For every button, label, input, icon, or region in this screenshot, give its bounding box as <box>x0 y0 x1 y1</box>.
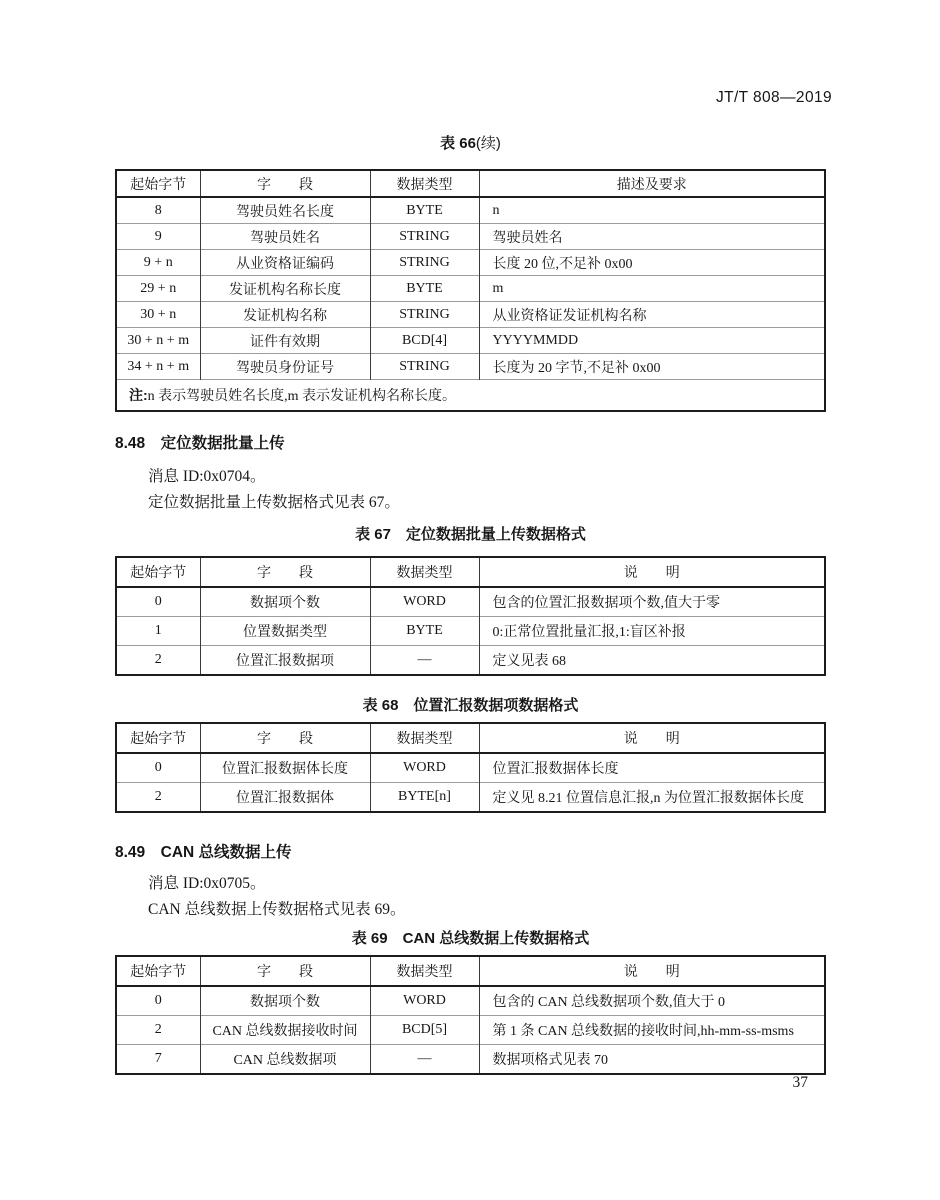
table-cell: 定义见表 68 <box>479 646 825 676</box>
section-848-reference: 定位数据批量上传数据格式见表 67。 <box>148 494 400 511</box>
table-row <box>116 276 825 302</box>
table-cell: 位置汇报数据项 <box>200 646 370 676</box>
table-cell: 0 <box>154 993 162 1008</box>
table-cell: BYTE <box>370 197 479 224</box>
table-cell: 驾驶员姓名 <box>479 224 825 250</box>
section-849-heading: 8.49 CAN 总线数据上传 <box>115 844 292 861</box>
table-cell: 从业资格证发证机构名称 <box>479 302 825 328</box>
col-header-field: 字 段 <box>200 723 370 753</box>
table-cell: n <box>479 197 825 224</box>
table-cell: 长度为 20 字节,不足补 0x00 <box>479 354 825 380</box>
section-849-reference: CAN 总线数据上传数据格式见表 69。 <box>148 901 406 918</box>
table67-header <box>116 557 825 587</box>
table-cell: BCD[5] <box>370 1016 479 1045</box>
col-header-start-byte: 起始字节 <box>116 557 200 587</box>
col-header-start-byte: 起始字节 <box>116 170 200 197</box>
section-848-heading: 8.48 定位数据批量上传 <box>115 435 285 452</box>
col-header-field: 字 段 <box>200 557 370 587</box>
table-cell: YYYYMMDD <box>479 328 825 354</box>
col-header-start-byte: 起始字节 <box>116 956 200 986</box>
table69-title: 表 69 CAN 总线数据上传数据格式 <box>351 930 590 947</box>
table-68 <box>115 722 826 813</box>
table-cell: STRING <box>370 224 479 250</box>
table-cell: 位置汇报数据体长度 <box>200 753 370 783</box>
table-cell: CAN 总线数据项 <box>200 1045 370 1075</box>
table-cell: BCD[4] <box>370 328 479 354</box>
col-header-note: 说 明 <box>479 956 825 986</box>
table67-title: 表 67 定位数据批量上传数据格式 <box>355 526 586 543</box>
table-cell: CAN 总线数据接收时间 <box>200 1016 370 1045</box>
table-cell: STRING <box>370 250 479 276</box>
table-row <box>116 587 825 617</box>
table-cell: 定义见 8.21 位置信息汇报,n 为位置汇报数据体长度 <box>479 783 825 813</box>
col-header-data-type: 数据类型 <box>370 170 479 197</box>
table-header-row <box>116 557 825 587</box>
table-cell: WORD <box>370 587 479 617</box>
table-67 <box>115 556 826 676</box>
table-row <box>116 197 825 224</box>
table-cell: m <box>479 276 825 302</box>
table-row <box>116 250 825 276</box>
table-row <box>116 617 825 646</box>
table-cell: 2 <box>116 646 200 676</box>
standard-code: JT/T 808—2019 <box>715 89 832 106</box>
table-cell: 9 + n <box>116 250 200 276</box>
table-cell: 发证机构名称长度 <box>200 276 370 302</box>
table66-footer <box>116 380 825 412</box>
table-cell: 包含的 CAN 总线数据项个数,值大于 0 <box>479 986 825 1016</box>
table66-title-number: 表 66 <box>440 135 476 152</box>
table-cell: 位置数据类型 <box>200 617 370 646</box>
col-header-field: 字 段 <box>200 956 370 986</box>
table-cell: 从业资格证编码 <box>200 250 370 276</box>
table66-title-continued: (续) <box>475 135 501 152</box>
table-cell: 30 + n + m <box>116 328 200 354</box>
table-cell: 7 <box>116 1045 200 1075</box>
table-cell: 0:正常位置批量汇报,1:盲区补报 <box>479 617 825 646</box>
table-cell: 包含的位置汇报数据项个数,值大于零 <box>479 587 825 617</box>
table-69 <box>115 955 826 1075</box>
table-cell: 位置汇报数据体长度 <box>479 753 825 783</box>
table-cell: BYTE <box>370 276 479 302</box>
table-row <box>116 1045 825 1075</box>
table-cell: 驾驶员身份证号 <box>200 354 370 380</box>
table66-note-cell <box>116 380 825 412</box>
table66-body <box>116 197 825 380</box>
col-header-note: 说 明 <box>479 723 825 753</box>
table66-header <box>116 170 825 197</box>
col-header-note: 说 明 <box>479 557 825 587</box>
col-header-data-type: 数据类型 <box>370 956 479 986</box>
table-cell: — <box>370 646 479 676</box>
table-header-row <box>116 170 825 197</box>
table-cell: 发证机构名称 <box>200 302 370 328</box>
table-cell: 9 <box>116 224 200 250</box>
table68-body <box>116 753 825 812</box>
table-cell: 1 <box>116 617 200 646</box>
table66-note-row <box>116 380 825 412</box>
table-cell: 34 + n + m <box>116 354 200 380</box>
table-cell: 2 <box>116 1016 200 1045</box>
table-header-row <box>116 956 825 986</box>
table68-header <box>116 723 825 753</box>
table-cell: 长度 20 位,不足补 0x00 <box>479 250 825 276</box>
note-text: n 表示驾驶员姓名长度,m 表示发证机构名称长度。 <box>147 389 457 404</box>
table-row <box>116 354 825 380</box>
table-row <box>116 328 825 354</box>
table-row <box>116 1016 825 1045</box>
table-cell: 驾驶员姓名长度 <box>200 197 370 224</box>
table-cell: 数据项个数 <box>200 587 370 617</box>
table-66 <box>115 169 826 412</box>
table-cell: BYTE[n] <box>370 783 479 813</box>
table-cell: 位置汇报数据体 <box>200 783 370 813</box>
table-row <box>116 224 825 250</box>
col-header-field: 字 段 <box>200 170 370 197</box>
table-cell: — <box>370 1045 479 1075</box>
table-cell: 30 + n <box>116 302 200 328</box>
table-header-row <box>116 723 825 753</box>
table-cell: 0 <box>154 760 162 775</box>
table67-body <box>116 587 825 675</box>
table-cell: WORD <box>370 753 479 783</box>
table-cell: 29 + n <box>116 276 200 302</box>
table-cell: BYTE <box>370 617 479 646</box>
table69-body <box>116 986 825 1074</box>
table-cell: STRING <box>370 354 479 380</box>
table68-title: 表 68 位置汇报数据项数据格式 <box>362 697 579 714</box>
col-header-description: 描述及要求 <box>479 170 825 197</box>
table-row <box>116 302 825 328</box>
section-848-message-id: 消息 ID:0x0704。 <box>148 468 266 485</box>
table-row <box>116 646 825 676</box>
col-header-start-byte: 起始字节 <box>116 723 200 753</box>
note-label: 注: <box>129 387 148 403</box>
page-number: 37 <box>792 1074 808 1091</box>
section-849-message-id: 消息 ID:0x0705。 <box>148 875 266 892</box>
table-cell: 证件有效期 <box>200 328 370 354</box>
table-cell: 驾驶员姓名 <box>200 224 370 250</box>
table-cell: WORD <box>370 986 479 1016</box>
table-cell: 0 <box>154 594 162 609</box>
col-header-data-type: 数据类型 <box>370 557 479 587</box>
col-header-data-type: 数据类型 <box>370 723 479 753</box>
table-cell: 8 <box>154 202 162 218</box>
table-cell: 数据项格式见表 70 <box>479 1045 825 1075</box>
table-cell: 数据项个数 <box>200 986 370 1016</box>
table69-header <box>116 956 825 986</box>
table66-title <box>115 132 826 153</box>
table-cell: STRING <box>370 302 479 328</box>
table-row <box>116 753 825 783</box>
table-cell: 第 1 条 CAN 总线数据的接收时间,hh-mm-ss-msms <box>479 1016 825 1045</box>
table-row <box>116 783 825 813</box>
table-row <box>116 986 825 1016</box>
table-cell: 2 <box>116 783 200 813</box>
